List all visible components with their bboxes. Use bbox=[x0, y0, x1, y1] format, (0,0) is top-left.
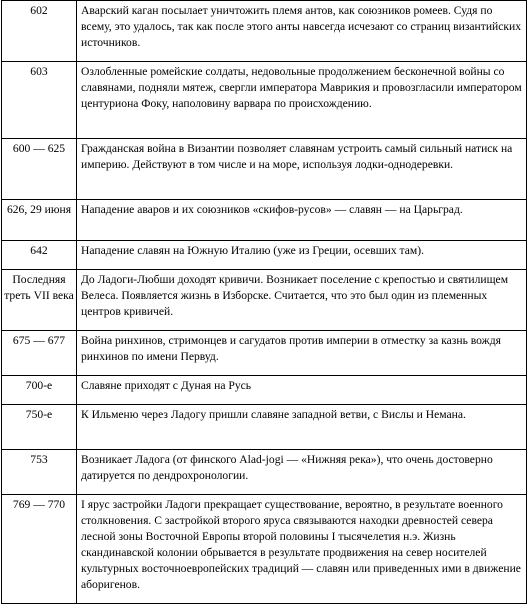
table-row bbox=[2, 139, 527, 200]
table-row bbox=[2, 270, 527, 331]
date-cell: 626, 29 июня bbox=[2, 200, 77, 241]
table-row bbox=[2, 376, 527, 405]
chronology-table bbox=[1, 0, 527, 604]
table-row bbox=[2, 331, 527, 376]
event-cell: Возникает Ладога (от финского Alad-jogi — «Нижняя река»), что очень достоверно датируется по дендрохронологии. bbox=[77, 450, 527, 495]
event-cell: К Ильменю через Ладогу пришли славяне западной ветви, с Вислы и Немана. bbox=[77, 405, 527, 450]
table-row bbox=[2, 1, 527, 62]
date-cell: 769 — 770 bbox=[2, 495, 77, 604]
event-cell: Война ринхинов, стримонцев и сагудатов против империи в отместку за казнь вождя ринхинов по имени Первуд. bbox=[77, 331, 527, 376]
date-cell: 753 bbox=[2, 450, 77, 495]
event-cell: Гражданская война в Византии позволяет славянам устроить самый сильный натиск на империю. Действуют в том числе и на море, используя лодки-однодеревки. bbox=[77, 139, 527, 200]
date-cell: Последняя треть VII века bbox=[2, 270, 77, 331]
event-cell: До Ладоги-Любши доходят кривичи. Возникает поселение с крепостью и святилищем Велеса. Появляется жизнь в Изборске. Считается, что это был один из племенных центров кривичей. bbox=[77, 270, 527, 331]
table-row bbox=[2, 450, 527, 495]
event-cell: Озлобленные ромейские солдаты, недовольные продолжением бесконечной войны со славянами, подняли мятеж, свергли императора Маврикия и провозгласили императором центуриона Фоку, наполовину варвара по происхождению. bbox=[77, 62, 527, 139]
event-cell: I ярус застройки Ладоги прекращает существование, вероятно, в результате военного столкновения. С застройкой второго яруса связываются находки древностей севера лесной зоны Восточной Европы второй половины I тысячелетия н.э. Жизнь скандинавской колонии обрывается в результате продвижения на север носителей культурных восточноевропейских традиций — славян или приведенных ими в движение аборигенов. bbox=[77, 495, 527, 604]
table-row bbox=[2, 62, 527, 139]
event-cell: Аварский каган посылает уничтожить племя антов, как союзников ромеев. Судя по всему, это удалось, так как после этого анты навсегда исчезают со страниц византийских источников. bbox=[77, 1, 527, 62]
table-row bbox=[2, 495, 527, 604]
date-cell: 600 — 625 bbox=[2, 139, 77, 200]
table-row bbox=[2, 200, 527, 241]
date-cell: 642 bbox=[2, 241, 77, 270]
table-row bbox=[2, 241, 527, 270]
date-cell: 750-е bbox=[2, 405, 77, 450]
event-cell: Славяне приходят с Дуная на Русь bbox=[77, 376, 527, 405]
date-cell: 675 — 677 bbox=[2, 331, 77, 376]
date-cell: 602 bbox=[2, 1, 77, 62]
event-cell: Нападение аваров и их союзников «скифов-русов» — славян — на Царьград. bbox=[77, 200, 527, 241]
date-cell: 700-е bbox=[2, 376, 77, 405]
table-row bbox=[2, 405, 527, 450]
date-cell: 603 bbox=[2, 62, 77, 139]
event-cell: Нападение славян на Южную Италию (уже из Греции, осевших там). bbox=[77, 241, 527, 270]
